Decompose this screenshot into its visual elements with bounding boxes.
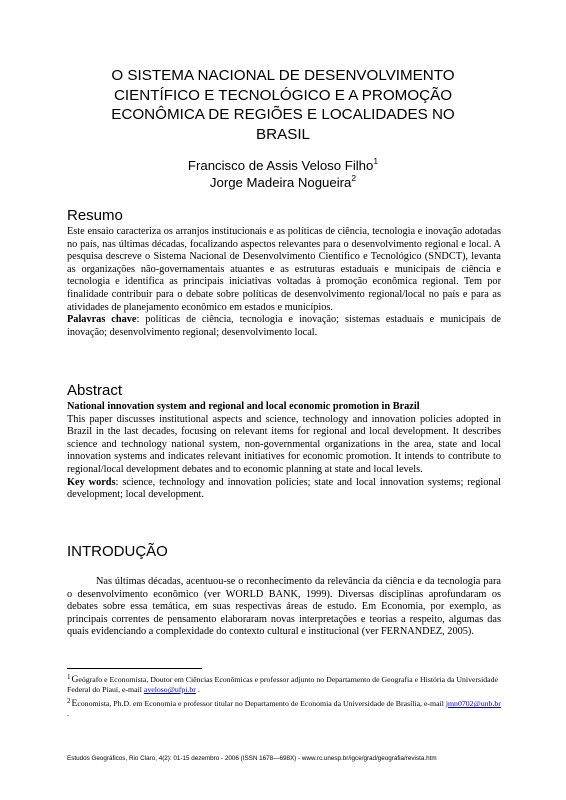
abstract-section [67,401,501,502]
abstract-keywords [67,477,501,502]
abstract-heading: Abstract [67,382,123,399]
introduction-text: Nas últimas décadas, acentuou-se o reconhecimento da relevância da ciência e da tecnologia para o desenvolvimento econômico (ver WORLD BANK, 1999). Diversas disciplinas aprofundaram os debates sobre essa temática, em suas respectivas áreas de estudo. Em Economia, por exemplo, as principais correntes de pensamento elaboraram novas interpretações e teorias a respeito, algumas das quais evidenciando a complexidade do contexto cultural e institucional (ver FERNANDEZ, 2005). [67,576,501,638]
footnote-mark: 2 [67,697,71,705]
title-line: ECONÔMICA DE REGIÕES E LOCALIDADES NO [111,106,455,123]
author-name: Jorge Madeira Nogueira [209,175,352,190]
footnote [67,699,501,719]
footnote-end: . [195,685,200,694]
footnote-divider [67,668,202,669]
introduction-heading: INTRODUÇÃO [67,543,168,560]
title-line: BRASIL [255,125,311,143]
title-line: CIENTÍFICO E TECNOLÓGICO E A PROMOÇÃO [113,86,453,104]
author-list [60,157,506,191]
footnote [67,675,501,695]
paper-title [60,66,506,144]
author-name: Francisco de Assis Veloso Filho [187,158,374,173]
author-footnote-mark: 2 [351,173,357,183]
page-footer: Estudos Geográficos, Rio Claro, 4(2): 01-15 dezembro - 2006 (ISSN 1678—698X) - www.rc.unesp.br/igce/grad/geografia/revista.htm [67,755,437,762]
author-footnote-mark: 1 [373,156,379,166]
introduction-section [67,576,501,639]
abstract-subtitle: National innovation system and regional and local economic promotion in Brazil [67,401,420,412]
footnote-mark: 1 [67,673,71,681]
author [60,157,506,174]
title-line: O SISTEMA NACIONAL DE DESENVOLVIMENTO [111,67,455,84]
resumo-heading: Resumo [67,207,123,224]
footnote-text: eógrafo e Economista, Doutor em Ciências Econômicas e professor adjunto no Departamento de Geografia e História da Universidade Federal do Piauí, e-mail [67,675,498,694]
footnote-initial: E [71,699,78,709]
keywords-text: : science, technology and innovation policies; state and local innovation systems; regional development; local development. [67,476,501,501]
author [60,174,506,191]
resumo-section [67,226,501,339]
keywords-label: Key words [67,476,116,488]
resumo-keywords [67,314,501,339]
email-link[interactable]: jmn0702@unb.br [445,699,501,708]
footnote-text: conomista, Ph.D. em Economia e professor titular no Departamento de Economia da Universidade de Brasília, e-mail [77,699,446,708]
abstract-text: This paper discusses institutional aspects and science, technology and innovation policies adopted in Brazil in the last decades, focusing on relevant items for regional and local development. It describes science and technology national system, non-governmental organizations in the area, state and local innovation systems and indicates relevant initiatives for economic promotion. It intends to contribute to regional/local development debates and to economic planning at state and local levels. [67,413,501,475]
resumo-text: Este ensaio caracteriza os arranjos institucionais e as políticas de ciência, tecnologia e inovação adotadas no país, nas últimas décadas, focalizando aspectos relevantes para o desenvolvimento regional e local. A pesquisa descreve o Sistema Nacional de Desenvolvimento Científico e Tecnológico (SNDCT), levanta as organizações não-governamentais atuantes e as estruturas estaduais e municipais de ciência e tecnologia e identifica as principais iniciativas voltadas à promoção econômica regional. Tem por finalidade contribuir para o debate sobre políticas de desenvolvimento regional/local no país e para as atividades de planejamento econômico em estados e municípios. [67,226,501,313]
email-link[interactable]: aveloso@ufpi.br [143,685,196,694]
footnote-end: . [67,709,69,718]
keywords-text: : políticas de ciência, tecnologia e inovação; sistemas estaduais e municipais de inovação; desenvolvimento regional; desenvolvimento local. [67,314,501,338]
keywords-label: Palavras chave [67,314,137,326]
footnote-initial: G [71,675,79,685]
